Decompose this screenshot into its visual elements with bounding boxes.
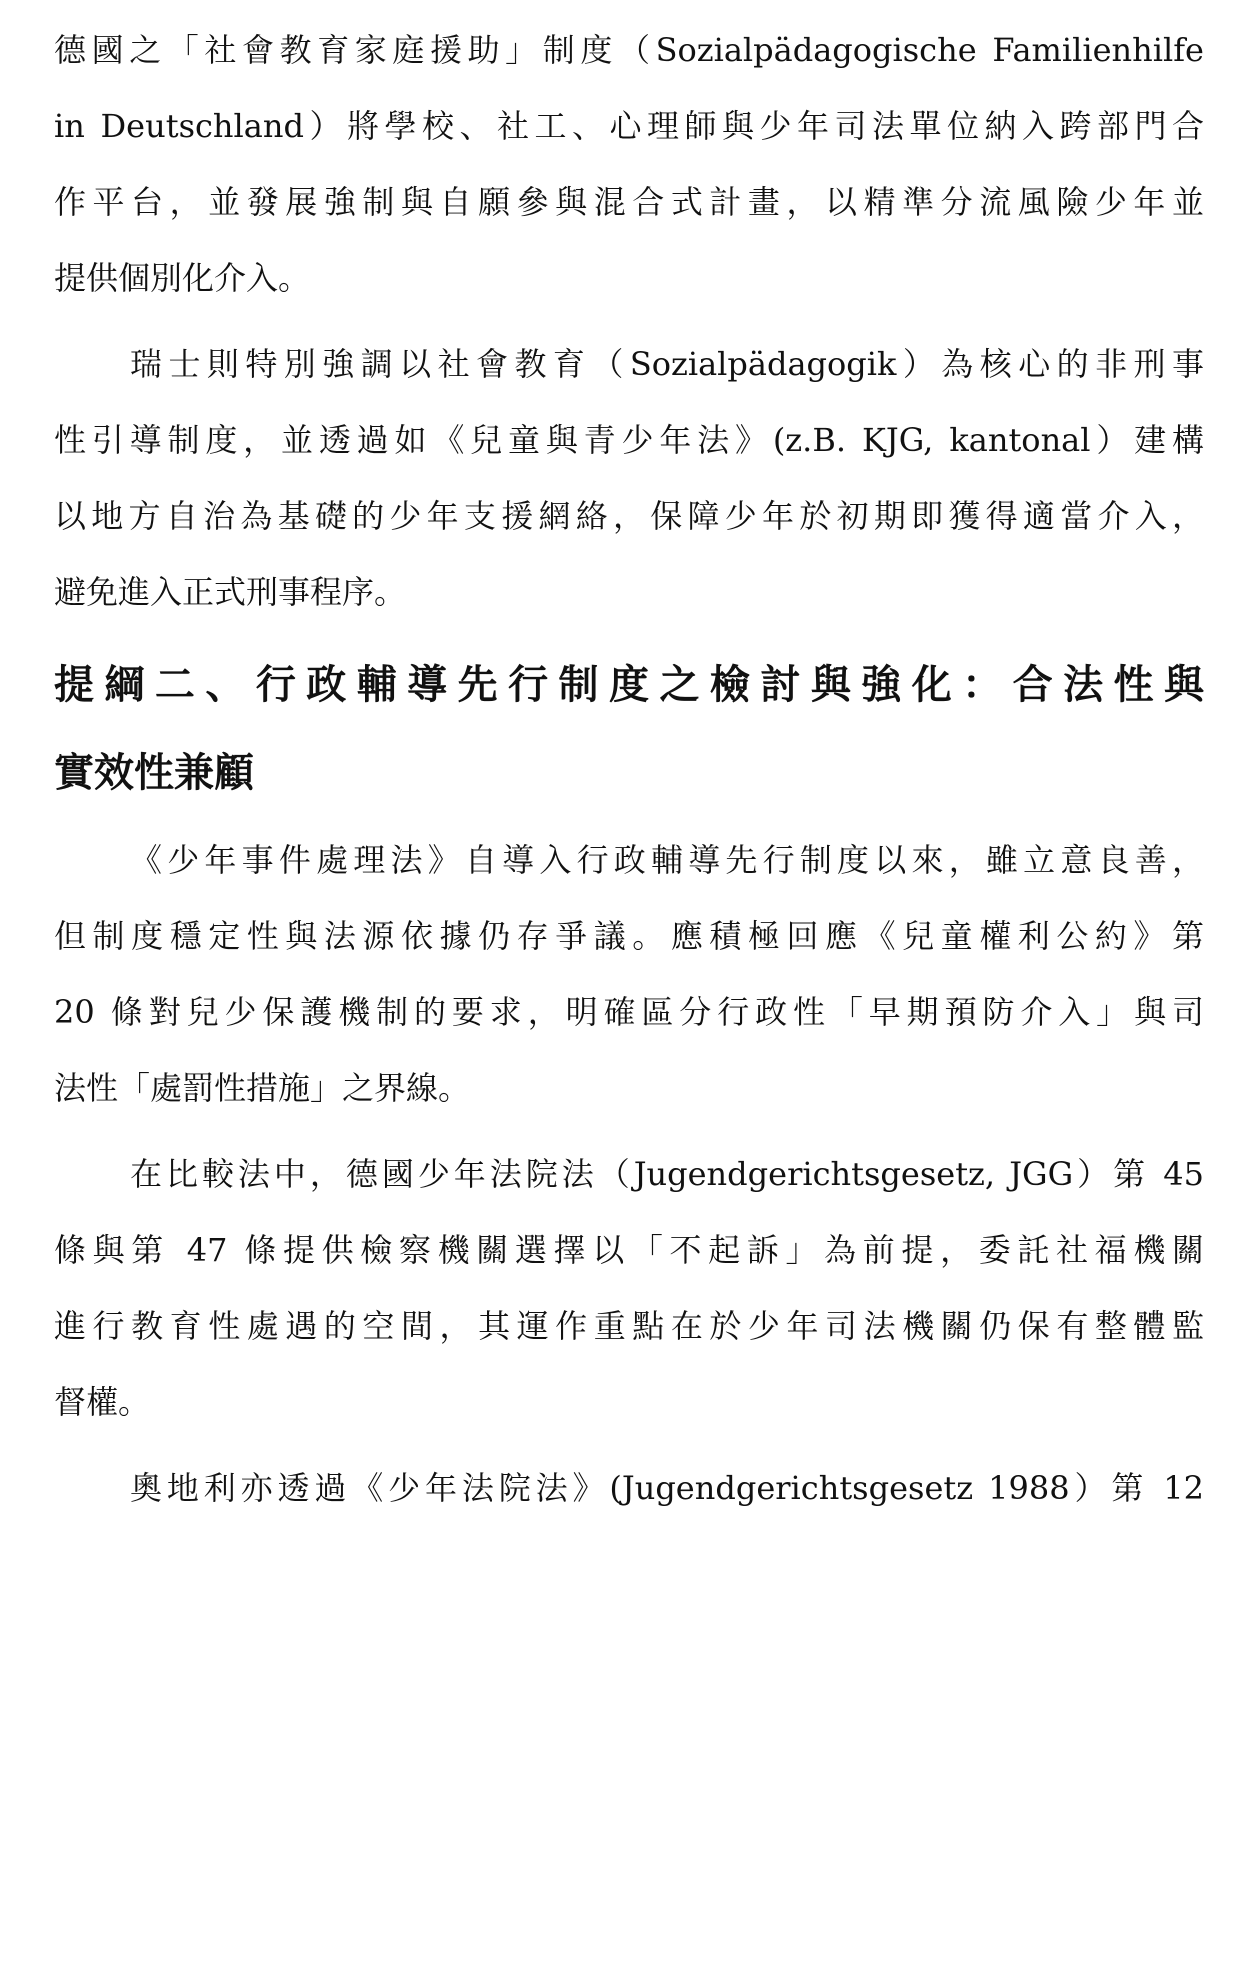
text-line: 提供個別化介入。 [54, 259, 311, 297]
document-page [54, 0, 1204, 1979]
text-line: 作平台，並發展強制與自願參與混合式計畫，以精準分流風險少年並 [54, 183, 1204, 221]
text-line: 在比較法中，德國少年法院法（Jugendgerichtsgesetz, JGG）第 45 [130, 1155, 1204, 1193]
text-line: 20 條對兒少保護機制的要求，明確區分行政性「早期預防介入」與司 [54, 993, 1204, 1031]
text-line: 瑞士則特別強調以社會教育（Sozialpädagogik）為核心的非刑事 [130, 345, 1204, 383]
text-line: 性引導制度，並透過如《兒童與青少年法》(z.B. KJG, kantonal）建構 [54, 421, 1204, 459]
text-line: 條與第 47 條提供檢察機關選擇以「不起訴」為前提，委託社福機關 [54, 1231, 1204, 1269]
section-heading: 實效性兼顧 [54, 750, 254, 796]
text-line: 但制度穩定性與法源依據仍存爭議。應積極回應《兒童權利公約》第 [54, 917, 1204, 955]
text-line: 避免進入正式刑事程序。 [54, 573, 407, 611]
section-heading: 提綱二、行政輔導先行制度之檢討與強化：合法性與 [54, 662, 1204, 708]
text-line: 德國之「社會教育家庭援助」制度（Sozialpädagogische Familienhilfe [54, 31, 1204, 69]
text-line: 《少年事件處理法》自導入行政輔導先行制度以來，雖立意良善， [130, 841, 1204, 879]
text-line: 奧地利亦透過《少年法院法》(Jugendgerichtsgesetz 1988）第 12 [130, 1469, 1204, 1507]
text-line: 法性「處罰性措施」之界線。 [54, 1069, 471, 1107]
text-line: in Deutschland）將學校、社工、心理師與少年司法單位納入跨部門合 [54, 107, 1204, 145]
text-line: 督權。 [54, 1383, 151, 1421]
text-line: 進行教育性處遇的空間，其運作重點在於少年司法機關仍保有整體監 [54, 1307, 1204, 1345]
text-line: 以地方自治為基礎的少年支援網絡，保障少年於初期即獲得適當介入， [54, 497, 1204, 535]
